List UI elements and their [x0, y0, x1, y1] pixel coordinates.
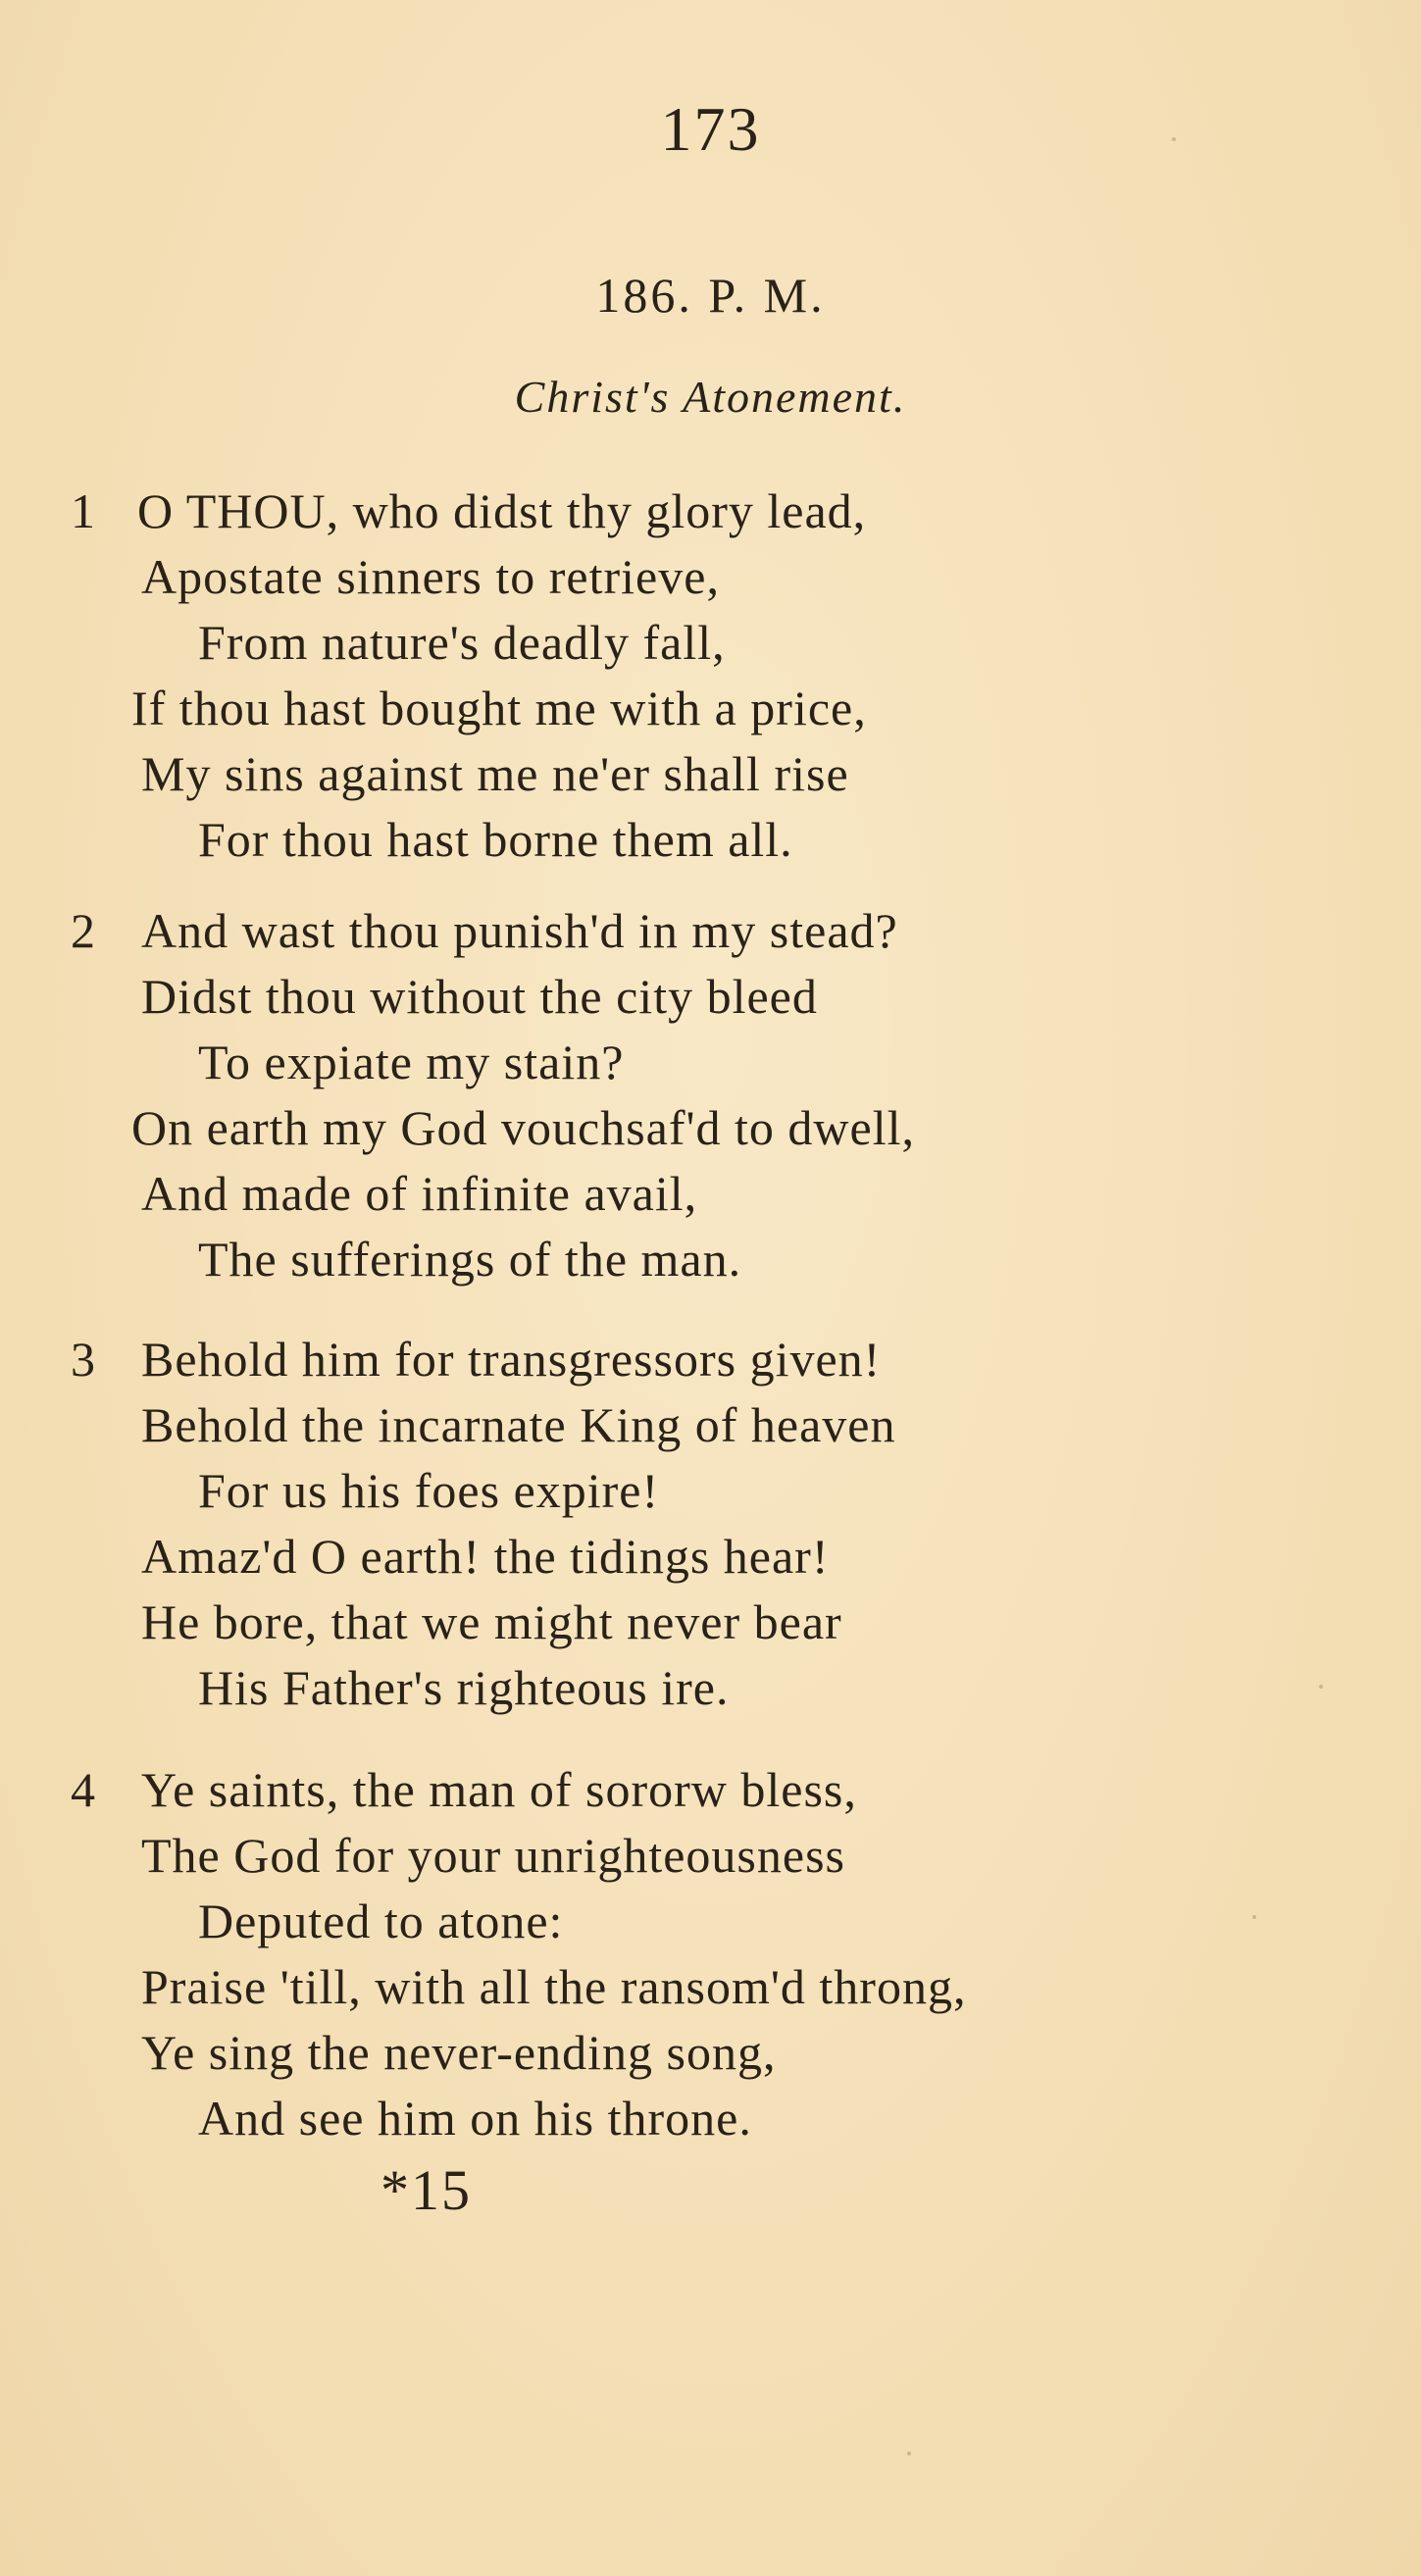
stanza-2: [71, 898, 1385, 1290]
stanza-number: 2: [71, 903, 95, 958]
stanza-1: [71, 479, 1385, 871]
verse-line: Ye saints, the man of sororw bless,: [141, 1762, 857, 1817]
paper-speck: [1319, 1685, 1323, 1689]
verse-line: Didst thou without the city bleed: [141, 969, 818, 1024]
verse-line: To expiate my stain?: [198, 1035, 625, 1089]
verse-line: For thou hast borne them all.: [198, 812, 793, 867]
stanza-number: 1: [71, 483, 95, 538]
page-number: 173: [660, 94, 761, 164]
stanza-number: 4: [71, 1762, 95, 1817]
verse-line: Behold the incarnate King of heaven: [141, 1397, 896, 1452]
verse-line: For us his foes expire!: [198, 1463, 660, 1518]
verse-line: The sufferings of the man.: [198, 1232, 742, 1287]
verse-line: He bore, that we might never bear: [141, 1594, 842, 1649]
verse-line: The God for your unrighteousness: [141, 1828, 845, 1883]
verse-line: And made of infinite avail,: [141, 1166, 698, 1221]
verse-line: And wast thou punish'd in my stead?: [141, 903, 898, 958]
stanza-4: [71, 1757, 1385, 2149]
hymn-title: Christ's Atonement.: [514, 372, 907, 422]
verse-line: Deputed to atone:: [198, 1894, 564, 1948]
paper-speck: [907, 2451, 911, 2455]
verse-line: From nature's deadly fall,: [198, 615, 726, 670]
verse-line: O THOU, who didst thy glory lead,: [137, 483, 867, 538]
verse-line: Praise 'till, with all the ransom'd throng,: [141, 1959, 967, 2014]
paper-speck: [1252, 1915, 1256, 1919]
hymn-number: 186. P. M.: [595, 268, 826, 323]
verse-line: Amaz'd O earth! the tidings hear!: [141, 1529, 830, 1584]
verse-line: Apostate sinners to retrieve,: [141, 549, 720, 604]
verse-line: Ye sing the never-ending song,: [141, 2025, 777, 2080]
paper-speck: [1172, 137, 1176, 141]
stanza-3: [71, 1327, 1385, 1719]
verse-line: Behold him for transgressors given!: [141, 1332, 882, 1387]
verse-line: If thou hast bought me with a price,: [131, 681, 867, 735]
verse-line: And see him on his throne.: [198, 2091, 752, 2146]
verse-line: His Father's righteous ire.: [198, 1660, 730, 1715]
signature-mark: *15: [381, 2158, 472, 2222]
stanza-number: 3: [71, 1332, 95, 1387]
verse-line: On earth my God vouchsaf'd to dwell,: [131, 1100, 916, 1155]
verse-line: My sins against me ne'er shall rise: [141, 746, 849, 801]
